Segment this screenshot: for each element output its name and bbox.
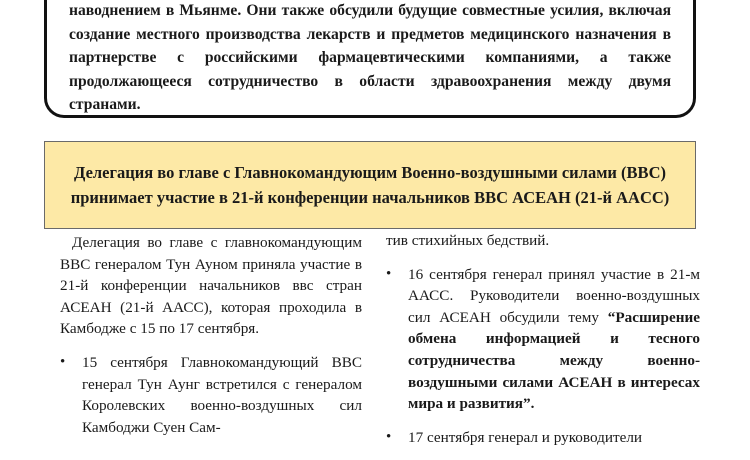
list-item	[386, 427, 700, 449]
right-column	[386, 230, 700, 448]
bullet-icon: •	[386, 265, 392, 282]
bullet-text: 15 сентября Главнокомандующий ВВС генерал Тун Аунг встретился с генералом Королевских военно-воздушных сил Камбоджи Суен Сам-	[82, 353, 362, 436]
intro-paragraph: Делегация во главе с главнокомандующим ВВС генералом Тун Ауном приняла участие в 21-й конференции начальников ввс стран АСЕАН (21-й ААСС), которая проходила в Камбодже с 15 по 17 сентября.	[60, 234, 362, 338]
continuation-text: тив стихийных бедствий.	[386, 232, 550, 249]
bullet-text: 17 сентября генерал и руководители	[408, 428, 643, 446]
previous-article-box	[44, 0, 696, 118]
bullet-icon: •	[60, 353, 66, 370]
list-item	[60, 352, 362, 438]
list-item	[386, 264, 700, 415]
bullet-text	[408, 264, 700, 415]
article-headline: Делегация во главе с Главнокомандующим Военно-воздушными силами (ВВС) принимает участие в 21-й конференции начальников ВВС АСЕАН (21-й AACC)	[70, 163, 670, 207]
bullet-text-period: .	[530, 395, 535, 413]
left-column	[60, 232, 362, 438]
bullet-text-regular: 16 сентября генерал принял участие в 21-м ААСС. Руководители военно-воздушных сил АСЕАН обсудили тему	[408, 265, 700, 326]
bullet-icon: •	[386, 428, 392, 445]
bullet-text-bold: “Расширение обмена информацией и тесного сотрудничества между военно-воздушными силами АСЕАН в интересах мира и развития”	[408, 308, 700, 413]
previous-article-text: наводнением в Мьянме. Они также обсудили будущие совместные усилия, включая создание местного производства лекарств и предметов медицинского назначения в партнерстве с российскими фармацевтическими компаниями, а также продолжающееся сотрудничество в области здравоохранения между двумя странами.	[69, 2, 671, 113]
article-headline-banner	[44, 141, 696, 229]
